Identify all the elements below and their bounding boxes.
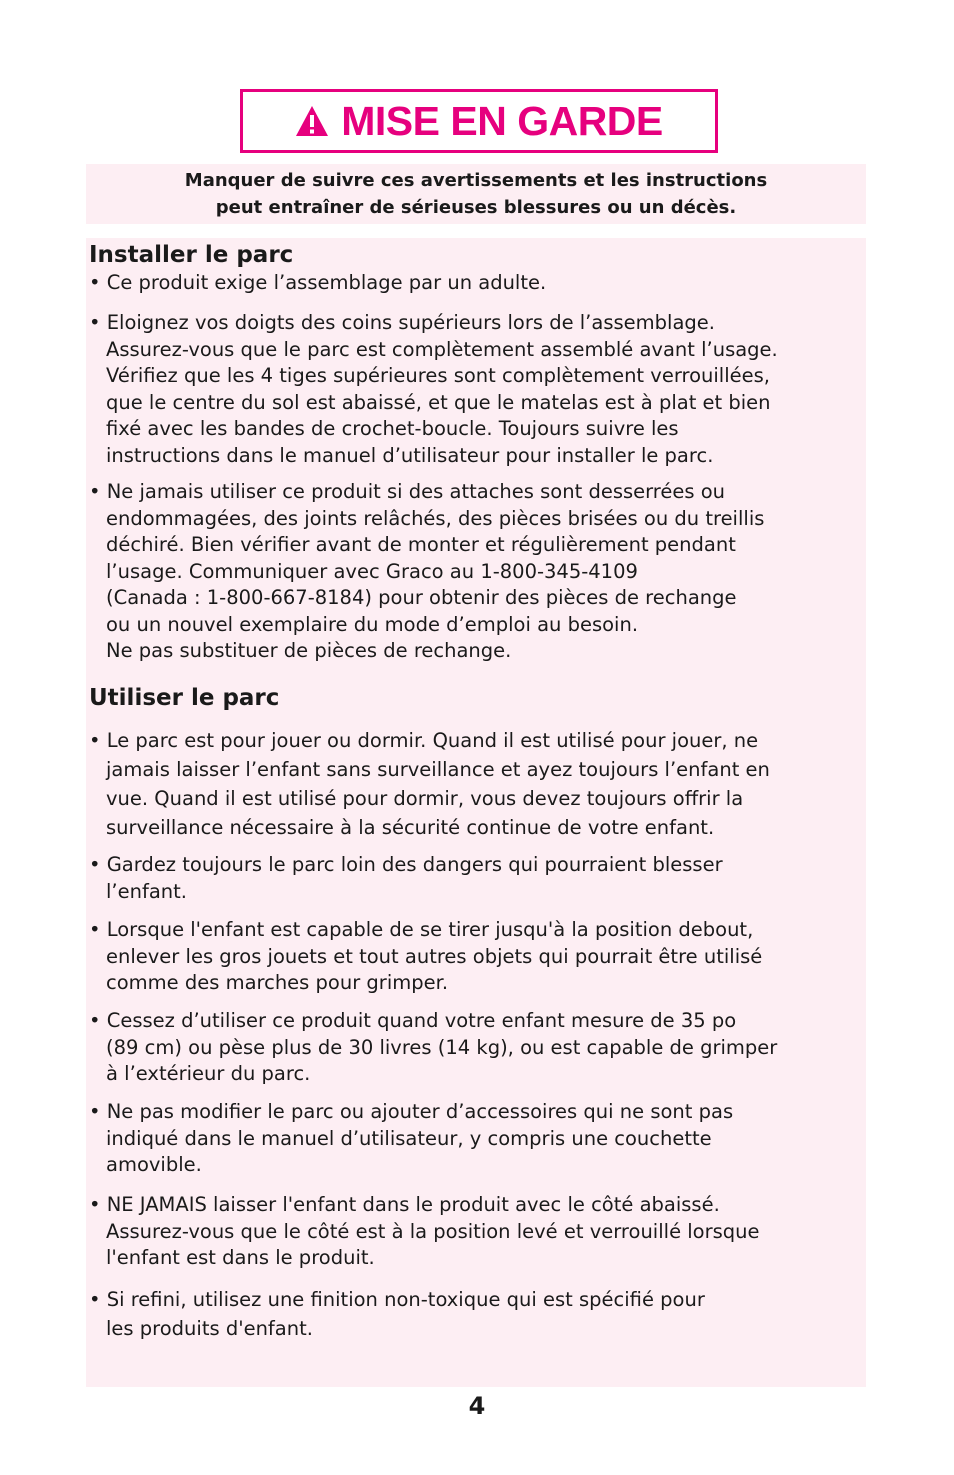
bullet-text: instructions dans le manuel d’utilisateur pour installer le parc.: [106, 443, 714, 467]
bullet-text: • Lorsque l'enfant est capable de se tirer jusqu'à la position debout,: [89, 918, 754, 941]
intro-warning-panel: [86, 164, 866, 224]
warning-title: MISE EN GARDE: [341, 97, 663, 144]
bullet-text: l’usage. Communiquer avec Graco au 1-800-345-4109: [106, 559, 638, 583]
list-item: [89, 726, 859, 842]
bullet-text: (Canada : 1-800-667-8184) pour obtenir des pièces de rechange: [106, 586, 737, 609]
bullet-text: les produits d'enfant.: [106, 1317, 313, 1340]
warning-triangle-icon: [295, 105, 329, 137]
intro-line: peut entraîner de sérieuses blessures ou un décès.: [215, 197, 737, 218]
bullet-text: • NE JAMAIS laisser l'enfant dans le produit avec le côté abaissé.: [89, 1193, 720, 1216]
bullet-text: Ne pas substituer de pièces de rechange.: [106, 639, 512, 662]
page-number: 4: [468, 1392, 486, 1420]
bullet-text: que le centre du sol est abaissé, et que le matelas est à plat et bien: [106, 390, 771, 414]
list-item: [89, 1008, 859, 1088]
bullet-text: endommagées, des joints relâchés, des pièces brisées ou du treillis: [106, 506, 765, 530]
bullet-text: • Gardez toujours le parc loin des dangers qui pourraient blesser: [89, 853, 723, 876]
bullet-text: • Le parc est pour jouer ou dormir. Quand il est utilisé pour jouer, ne: [89, 729, 759, 752]
list-item: [89, 852, 859, 905]
section-heading-installer: Installer le parc: [89, 242, 294, 268]
bullet-text: l'enfant est dans le produit.: [106, 1246, 375, 1269]
bullet-text: • Ce produit exige l’assemblage par un adulte.: [89, 271, 547, 294]
bullet-text: déchiré. Bien vérifier avant de monter et régulièrement pendant: [106, 533, 736, 556]
bullet-text: • Cessez d’utiliser ce produit quand votre enfant mesure de 35 po: [89, 1009, 737, 1032]
list-item: [89, 917, 859, 997]
bullet-text: Vérifiez que les 4 tiges supérieures sont complètement verrouillées,: [106, 364, 770, 387]
bullet-text: Assurez-vous que le côté est à la position levé et verrouillé lorsque: [106, 1219, 760, 1243]
bullet-text: ou un nouvel exemplaire du mode d’emploi au besoin.: [106, 612, 639, 636]
bullet-text: • Ne pas modifier le parc ou ajouter d’accessoires qui ne sont pas: [89, 1100, 734, 1123]
bullet-text: amovible.: [106, 1153, 202, 1176]
list-item: [89, 1285, 859, 1343]
bullet-text: (89 cm) ou pèse plus de 30 livres (14 kg), ou est capable de grimper: [106, 1035, 778, 1059]
section-heading-utiliser: Utiliser le parc: [89, 685, 280, 711]
list-item: [89, 479, 859, 665]
list-item: [89, 270, 859, 297]
bullet-text: jamais laisser l’enfant sans surveillance et ayez toujours l’enfant en: [106, 758, 770, 781]
bullet-text: • Si refini, utilisez une finition non-toxique qui est spécifié pour: [89, 1288, 705, 1311]
intro-line: Manquer de suivre ces avertissements et les instructions: [184, 170, 768, 191]
list-item: [89, 1099, 859, 1179]
list-item: [89, 1192, 859, 1272]
bullet-text: Assurez-vous que le parc est complètement assemblé avant l’usage.: [106, 337, 778, 361]
bullet-text: enlever les gros jouets et tout autres objets qui pourrait être utilisé: [106, 944, 763, 968]
bullet-text: à l’extérieur du parc.: [106, 1062, 311, 1085]
bullet-text: • Eloignez vos doigts des coins supérieurs lors de l’assemblage.: [89, 311, 715, 334]
bullet-text: vue. Quand il est utilisé pour dormir, vous devez toujours offrir la: [106, 787, 744, 810]
bullet-text: • Ne jamais utiliser ce produit si des attaches sont desserrées ou: [89, 480, 726, 503]
bullet-text: comme des marches pour grimper.: [106, 971, 449, 994]
bullet-text: indiqué dans le manuel d’utilisateur, y compris une couchette: [106, 1126, 712, 1150]
warning-banner: [240, 89, 718, 153]
list-item: [89, 310, 859, 469]
bullet-text: surveillance nécessaire à la sécurité continue de votre enfant.: [106, 816, 715, 839]
instructions-panel: [86, 238, 866, 1387]
bullet-text: fixé avec les bandes de crochet-boucle. Toujours suivre les: [106, 417, 679, 440]
bullet-text: l’enfant.: [106, 879, 187, 903]
